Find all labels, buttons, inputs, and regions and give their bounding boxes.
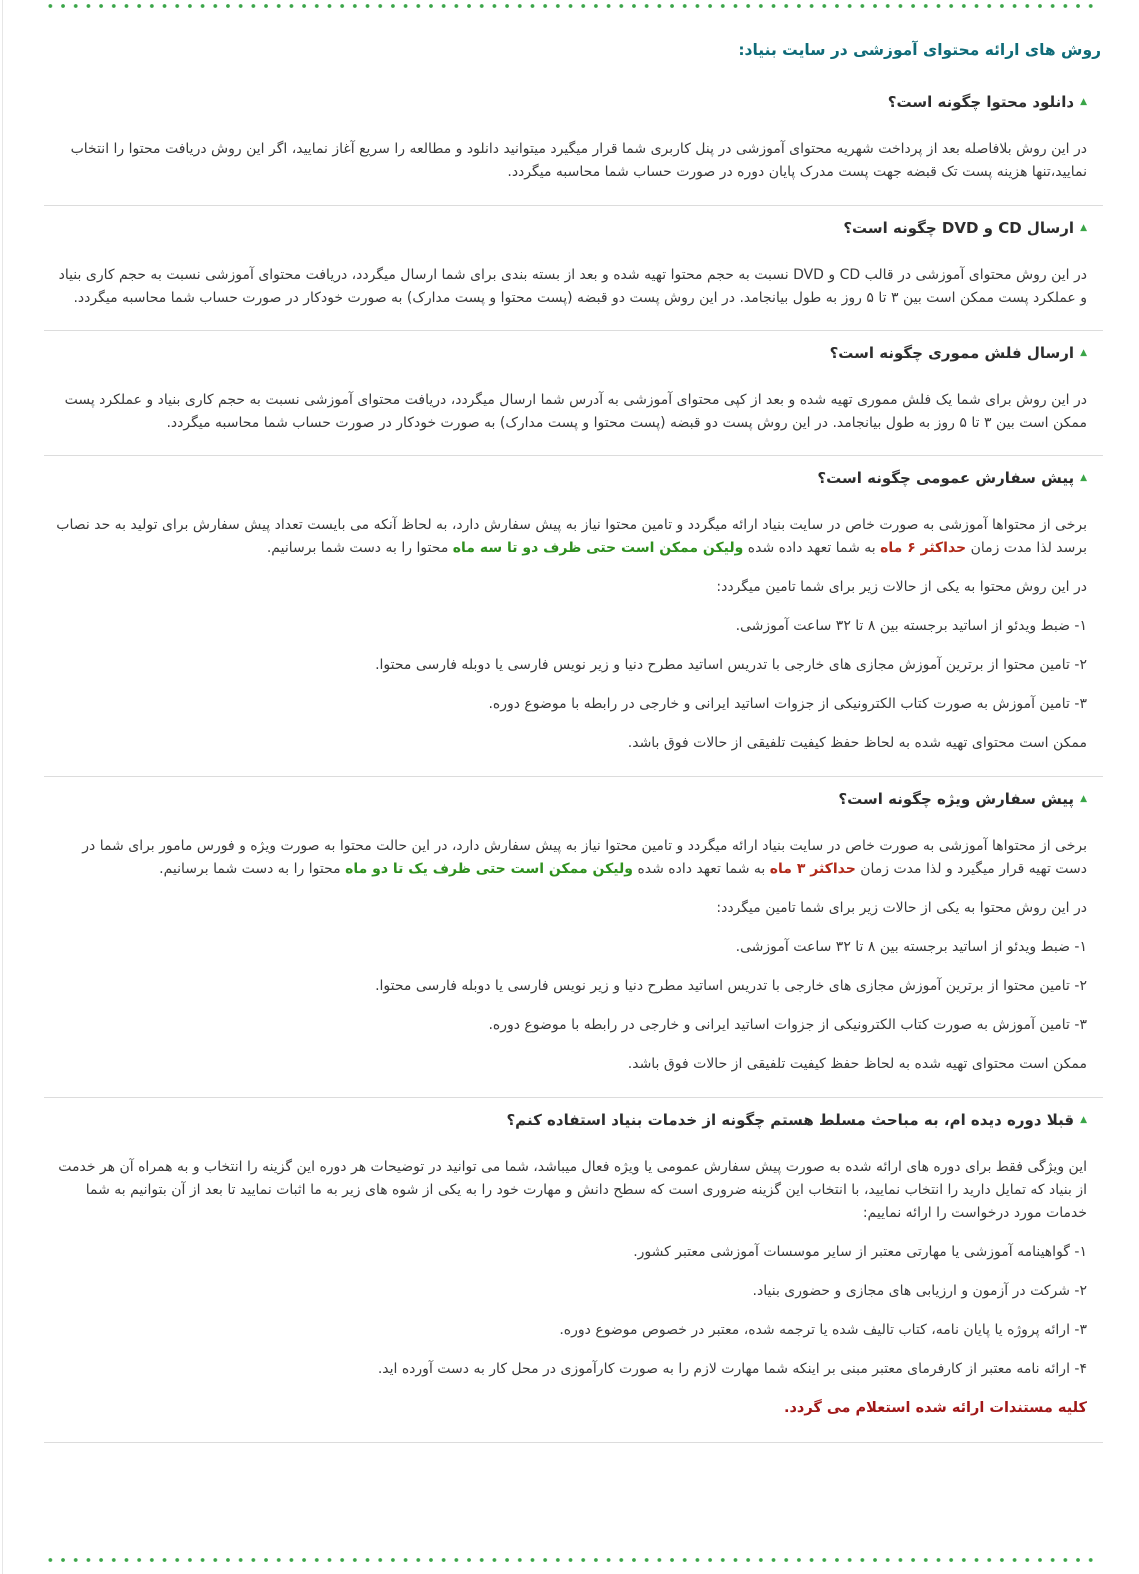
max-time-highlight: حداکثر ۶ ماه <box>880 540 967 556</box>
answer-text: محتوا را به دست شما برسانیم. <box>159 861 341 877</box>
faq-question-label: ارسال فلش مموری چگونه است؟ <box>829 344 1075 362</box>
page-left-rule <box>2 0 3 1574</box>
faq-question-download[interactable] <box>56 90 1087 114</box>
verification-note: کلیه مستندات ارائه شده استعلام می گردد. <box>783 1400 1087 1416</box>
section-divider <box>44 205 1103 206</box>
bottom-dotted-border <box>44 1556 1101 1564</box>
page-title: روش های ارائه محتوای آموزشی در سایت بنیاد: <box>738 41 1101 59</box>
faq-section-download <box>44 90 1103 206</box>
section-divider <box>44 330 1103 331</box>
answer-text: به شما تعهد داده شده <box>637 861 766 877</box>
faq-section-flash <box>44 341 1103 456</box>
faq-question-experienced[interactable] <box>56 1108 1087 1132</box>
answer-text: برخی از محتواها آموزشی به صورت خاص در سایت بنیاد ارائه میگردد و تامین محتوا نیاز به پیش سفارش دارد، در این حالت محتوا به صورت ویژه و فورس مامور برای شما در دست تهیه قرار میگیرد و لذا مدت زمان <box>82 838 1087 877</box>
faq-answer-paragraph: در این روش بلافاصله بعد از پرداخت شهریه محتوای آموزشی در پنل کاربری شما قرار میگیرد میتوانید دانلود و مطالعه را سریع آغاز نمایید، اگر این روش دریافت محتوا را انتخاب نمایید،تنها هزینه پست تک قبضه جهت پست مدرک پایان دوره در صورت حساب شما محاسبه میگردد. <box>70 141 1087 180</box>
answer-line: در این روش محتوا به یکی از حالات زیر برای شما تامین میگردد: <box>716 579 1087 595</box>
faq-question-special-preorder[interactable] <box>56 787 1087 811</box>
triangle-up-icon: ▲ <box>1080 793 1087 804</box>
answer-line: در این روش محتوا به یکی از حالات زیر برای شما تامین میگردد: <box>716 900 1087 916</box>
faq-question-cd-dvd[interactable] <box>56 216 1087 240</box>
faq-section-experienced <box>44 1108 1103 1443</box>
section-divider <box>44 776 1103 777</box>
answer-list-item: ۲- تامین محتوا از برترین آموزش مجازی های خارجی با تدریس اساتید مطرح دنیا و زیر نویس فارسی یا دوبله فارسی محتوا. <box>375 978 1087 994</box>
content-container <box>44 38 1103 1443</box>
faq-answer-paragraph: در این روش محتوای آموزشی در قالب CD و DVD نسبت به حجم محتوا تهیه شده و بعد از بسته بندی برای شما ارسال میگردد، دریافت محتوای آموزشی نسبت به حجم کاری بنیاد و عملکرد پست ممکن است بین ۳ تا ۵ روز به طول بیانجامد. در این روش پست دو قبضه (پست محتوا و پست مدارک) به صورت خودکار در صورت حساب شما محاسبه میگردد. <box>58 267 1087 306</box>
answer-list-item: ۳- تامین آموزش به صورت کتاب الکترونیکی از جزوات اساتید ایرانی و خارجی در رابطه با موضوع دوره. <box>488 1017 1087 1033</box>
answer-text: برخی از محتواها آموزشی به صورت خاص در سایت بنیاد ارائه میگردد و تامین محتوا نیاز به پیش سفارش دارد، به لحاظ آنکه می بایست تعداد پیش سفارش برای تولید به حد نصاب برسد لذا مدت زمان <box>56 517 1087 556</box>
answer-list-item: ۱- ضبط ویدئو از اساتید برجسته بین ۸ تا ۳۲ ساعت آموزشی. <box>735 939 1087 955</box>
answer-list-item: ۴- ارائه نامه معتبر از کارفرمای معتبر مبنی بر اینکه شما مهارت لازم را به صورت کارآموزی در محل کار به دست آورده اید. <box>377 1361 1087 1377</box>
section-divider <box>44 455 1103 456</box>
faq-section-cd-dvd <box>44 216 1103 331</box>
top-dotted-border <box>44 2 1101 10</box>
answer-list-item: ۱- ضبط ویدئو از اساتید برجسته بین ۸ تا ۳۲ ساعت آموزشی. <box>735 618 1087 634</box>
faq-answer-paragraph: این ویژگی فقط برای دوره های ارائه شده به صورت پیش سفارش عمومی یا ویژه فعال میباشد، شما می توانید در توضیحات هر دوره این گزینه را انتخاب و به همراه آن هر خدمت از بنیاد که تمایل دارید را انتخاب نمایید، با انتخاب این گزینه ضروری است که سطح دانش و مهارت خود را به یکی از شوه های زیر به ما اثبات نمایید تا بعد از آن بتوانیم به شما خدمات مورد درخواست را ارائه نماییم: <box>58 1159 1087 1221</box>
faq-question-general-preorder[interactable] <box>56 466 1087 490</box>
faq-section-general-preorder <box>44 466 1103 777</box>
min-time-highlight: ولیکن ممکن است حتی ظرف دو تا سه ماه <box>452 540 744 556</box>
faq-question-label: دانلود محتوا چگونه است؟ <box>887 93 1075 111</box>
answer-line: ممکن است محتوای تهیه شده به لحاظ حفظ کیفیت تلفیقی از حالات فوق باشد. <box>627 1056 1087 1072</box>
answer-list-item: ۲- تامین محتوا از برترین آموزش مجازی های خارجی با تدریس اساتید مطرح دنیا و زیر نویس فارسی یا دوبله فارسی محتوا. <box>375 657 1087 673</box>
triangle-up-icon: ▲ <box>1080 472 1087 483</box>
min-time-highlight: ولیکن ممکن است حتی ظرف یک تا دو ماه <box>345 861 633 877</box>
answer-text: محتوا را به دست شما برسانیم. <box>266 540 449 556</box>
max-time-highlight: حداکثر ۳ ماه <box>769 861 856 877</box>
faq-answer-paragraph: در این روش برای شما یک فلش مموری تهیه شده و بعد از کپی محتوای آموزشی به آدرس شما ارسال میگردد، دریافت محتوای آموزشی نسبت به حجم کاری بنیاد و عملکرد پست ممکن است بین ۳ تا ۵ روز به طول بیانجامد. در این روش پست دو قبضه (پست محتوا و پست مدارک) به صورت خودکار در صورت حساب شما محاسبه میگردد. <box>64 392 1087 431</box>
faq-question-label: پیش سفارش عمومی چگونه است؟ <box>817 469 1075 487</box>
answer-line: ممکن است محتوای تهیه شده به لحاظ حفظ کیفیت تلفیقی از حالات فوق باشد. <box>627 735 1087 751</box>
triangle-up-icon: ▲ <box>1080 222 1087 233</box>
faq-section-special-preorder <box>44 787 1103 1098</box>
answer-list-item: ۲- شرکت در آزمون و ارزیابی های مجازی و حضوری بنیاد. <box>752 1283 1087 1299</box>
triangle-up-icon: ▲ <box>1080 96 1087 107</box>
faq-question-flash[interactable] <box>56 341 1087 365</box>
faq-question-label: پیش سفارش ویژه چگونه است؟ <box>838 790 1075 808</box>
faq-question-label: قبلا دوره دیده ام، به مباحث مسلط هستم چگونه از خدمات بنیاد استفاده کنم؟ <box>506 1111 1075 1129</box>
faq-answer-paragraph <box>56 514 1087 560</box>
faq-answer-paragraph <box>56 835 1087 881</box>
answer-list-item: ۱- گواهینامه آموزشی یا مهارتی معتبر از سایر موسسات آموزشی معتبر کشور. <box>633 1244 1087 1260</box>
section-divider <box>44 1097 1103 1098</box>
answer-text: به شما تعهد داده شده <box>747 540 876 556</box>
triangle-up-icon: ▲ <box>1080 347 1087 358</box>
section-divider <box>44 1442 1103 1443</box>
answer-list-item: ۳- تامین آموزش به صورت کتاب الکترونیکی از جزوات اساتید ایرانی و خارجی در رابطه با موضوع دوره. <box>488 696 1087 712</box>
faq-question-label: ارسال CD و DVD چگونه است؟ <box>843 219 1075 237</box>
triangle-up-icon: ▲ <box>1080 1114 1087 1125</box>
answer-list-item: ۳- ارائه پروژه یا پایان نامه، کتاب تالیف شده یا ترجمه شده، معتبر در خصوص موضوع دوره. <box>559 1322 1087 1338</box>
